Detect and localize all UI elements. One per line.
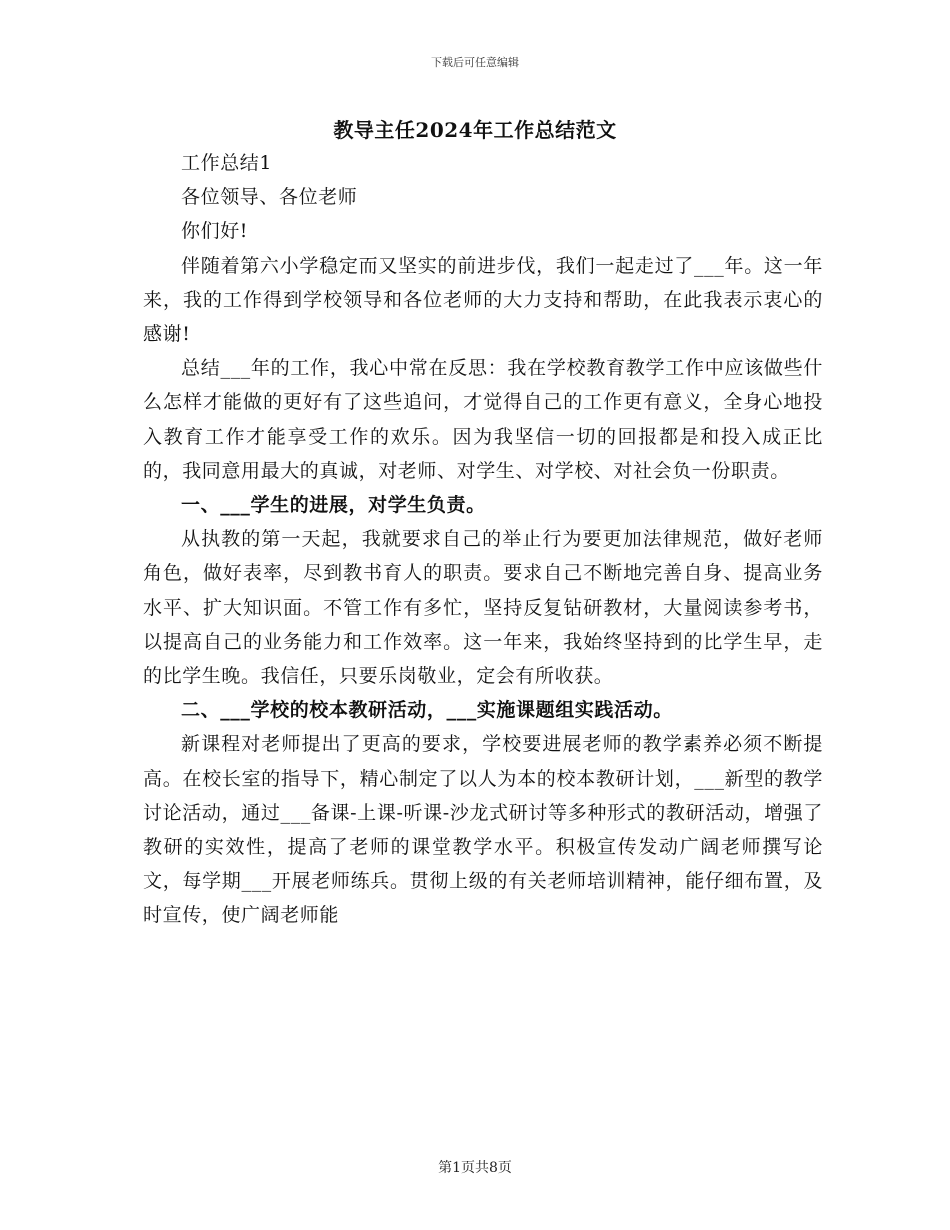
section-heading-1: 一、___学生的进展，对学生负责。 xyxy=(181,494,486,517)
paragraph-greeting: 你们好! xyxy=(181,220,249,243)
paragraph-reflection: 总结___年的工作，我心中常在反思：我在学校教育教学工作中应该做些什么怎样才能做的更好有了这些追问，才觉得自己的工作更有意义，全身心地投入教育工作才能享受工作的欢乐。因为我坚信一切的回报都是和投入成正比的，我同意用最大的真诚，对老师、对学生、对学校、对社会负一份职责。 xyxy=(143,357,823,482)
page-footer: 第1页共8页 xyxy=(438,1160,512,1176)
section-heading-2: 二、___学校的校本教研活动，___实施课题组实践活动。 xyxy=(181,699,673,722)
paragraph-section-1: 从执教的第一天起，我就要求自己的举止行为要更加法律规范，做好老师角色，做好表率，尽到教书育人的职责。要求自己不断地完善自身、提高业务水平、扩大知识面。不管工作有多忙，坚持反复钻研教材，大量阅读参考书，以提高自己的业务能力和工作效率。这一年来，我始终坚持到的比学生早，走的比学生晚。我信任，只要乐岗敬业，定会有所收获。 xyxy=(143,528,823,688)
paragraph-summary-label: 工作总结1 xyxy=(181,152,273,174)
document-title: 教导主任2024年工作总结范文 xyxy=(333,118,617,142)
header-note: 下载后可任意编辑 xyxy=(431,56,519,69)
document-body xyxy=(143,146,823,933)
paragraph-intro: 伴随着第六小学稳定而又坚实的前进步伐，我们一起走过了___年。这一年来，我的工作得到学校领导和各位老师的大力支持和帮助，在此我表示衷心的感谢! xyxy=(143,254,823,346)
paragraph-section-2: 新课程对老师提出了更高的要求，学校要进展老师的教学素养必须不断提高。在校长室的指导下，精心制定了以人为本的校本教研计划，___新型的教学讨论活动，通过___备课-上课-听课-沙龙式研讨等多种形式的教研活动，增强了教研的实效性，提高了老师的课堂教学水平。积极宣传发动广阔老师撰写论文，每学期___开展老师练兵。贯彻上级的有关老师培训精神，能仔细布置，及时宣传，使广阔老师能 xyxy=(143,733,823,927)
paragraph-salutation: 各位领导、各位老师 xyxy=(181,186,358,209)
